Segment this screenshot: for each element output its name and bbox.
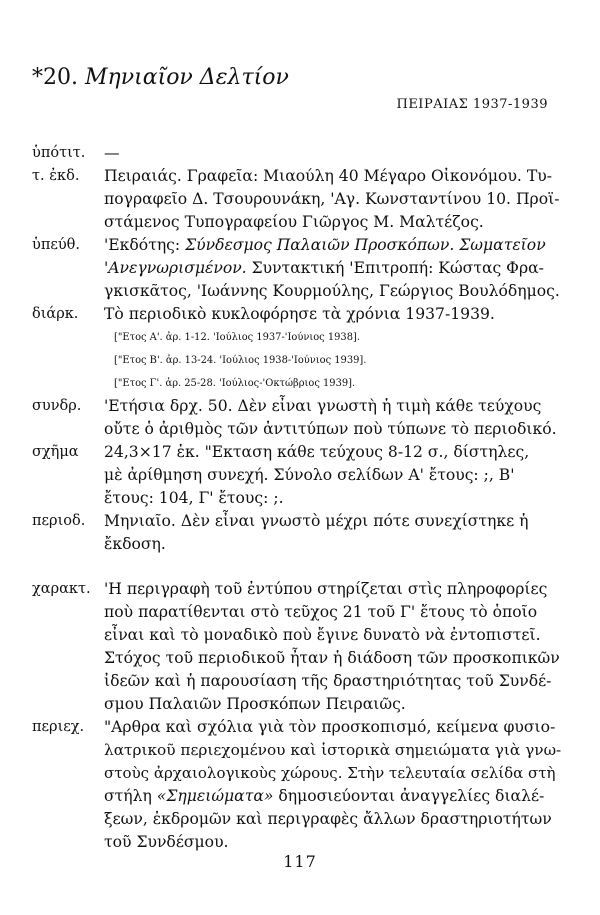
- text-line: ἔτους: 104, Γ' ἔτους: ;.: [104, 489, 284, 507]
- field-label: χαρακτ.: [32, 581, 91, 597]
- text-line: "Αρθρα καὶ σχόλια γιὰ τὸν προσκοπισμό, κείμενα φυσιο-: [104, 718, 556, 736]
- field-responsible: [32, 234, 562, 303]
- field-periodicity: [32, 510, 562, 556]
- year-range-line: ["Ετος Γ'. ἀρ. 25-28. 'Ιούλιος-'Οκτώβριος 1939].: [114, 378, 356, 389]
- field-label: περιεχ.: [32, 719, 85, 735]
- place-and-years: ΠΕΙΡΑΙΑΣ 1937-1939: [396, 97, 548, 112]
- field-format: [32, 441, 562, 510]
- field-label: τ. ἐκδ.: [32, 168, 80, 184]
- field-text: [104, 510, 562, 556]
- field-text: [104, 716, 562, 854]
- field-character: [32, 578, 562, 716]
- field-text: [104, 303, 562, 395]
- year-range-line: ["Ετος Β'. ἀρ. 13-24. 'Ιούλιος 1938-'Ιούνιος 1939].: [114, 355, 367, 366]
- text-line: —: [104, 144, 120, 162]
- text-line: [104, 234, 562, 257]
- text-line: 'Η περιγραφὴ τοῦ ἐντύπου στηρίζεται στὶς πληροφορίες: [104, 580, 548, 598]
- field-duration: [32, 303, 562, 395]
- text-line: 'Ετήσια δρχ. 50. Δὲν εἶναι γνωστὴ ἡ τιμὴ κάθε τεύχους: [104, 397, 542, 415]
- field-label: διάρκ.: [32, 306, 79, 322]
- text-segment: στήλη: [104, 787, 157, 805]
- text-line: σμου Παλαιῶν Προσκόπων Πειραιῶς.: [104, 695, 406, 713]
- field-contents: [32, 716, 562, 854]
- text-line: ἔκδοση.: [104, 535, 166, 553]
- field-publication-place: [32, 165, 562, 234]
- entry-title: [32, 64, 289, 92]
- field-text: [104, 441, 562, 510]
- text-line: [104, 785, 562, 808]
- year-range-line: ["Ετος Α'. ἀρ. 1-12. 'Ιούλιος 1937-'Ιούνιος 1938].: [114, 332, 360, 343]
- periodical-title: Μηνιαῖον Δελτίον: [85, 65, 289, 90]
- page-number: 117: [283, 852, 317, 871]
- field-label: περιοδ.: [32, 513, 86, 529]
- text-line: πογραφεῖο Δ. Τσουρουνάκη, 'Αγ. Κωνσταντίνου 10. Προϊ-: [104, 190, 560, 208]
- field-text: [104, 142, 562, 165]
- field-text: [104, 395, 562, 441]
- text-line: Πειραιάς. Γραφεῖα: Μιαούλη 40 Μέγαρο Οἰκονόμου. Τυ-: [104, 167, 552, 185]
- field-text: [104, 234, 562, 303]
- text-line: Στόχος τοῦ περιοδικοῦ ἦταν ἡ διάδοση τῶν προσκοπικῶν: [104, 649, 560, 667]
- field-text: [104, 165, 562, 234]
- field-label: σχῆμα: [32, 444, 79, 460]
- text-line: στοὺς ἀρχαιολογικοὺς χώρους. Στὴν τελευταία σελίδα στὴ: [104, 764, 556, 782]
- field-label: συνδρ.: [32, 398, 82, 414]
- field-text: [104, 578, 562, 716]
- text-line: εἶναι καὶ τὸ μοναδικὸ ποὺ ἔγινε δυνατὸ νὰ ἐντοπιστεῖ.: [104, 626, 541, 644]
- text-line: ξεων, ἐκδρομῶν καὶ περιγραφὲς ἄλλων δραστηριοτήτων: [104, 810, 552, 828]
- text-line: οὔτε ὁ ἀριθμὸς τῶν ἀντιτύπων ποὺ τύπωνε τὸ περιοδικό.: [104, 420, 557, 438]
- text-line: τοῦ Συνδέσμου.: [104, 833, 229, 851]
- text-line: λατρικοῦ περιεχομένου καὶ ἱστορικὰ σημειώματα γιὰ γνω-: [104, 741, 562, 759]
- italic-segment: Σύνδεσμος Παλαιῶν Προσκόπων. Σωματεῖον: [185, 236, 546, 254]
- italic-segment: 'Ανεγνωρισμένον.: [104, 259, 247, 277]
- italic-segment: «Σημειώματα»: [156, 787, 274, 805]
- text-line: [104, 257, 562, 280]
- entry-number: *20.: [32, 65, 78, 90]
- field-subtitle: [32, 142, 562, 165]
- text-segment: Συντακτική 'Επιτροπή: Κώστας Φρα-: [246, 259, 544, 277]
- text-line: μὲ ἀρίθμηση συνεχή. Σύνολο σελίδων Α' ἔτους: ;, Β': [104, 466, 515, 484]
- text-segment: δημοσιεύονται ἀναγγελίες διαλέ-: [273, 787, 545, 805]
- field-subscription: [32, 395, 562, 441]
- catalog-entry-fields: [32, 142, 562, 854]
- text-line: γκισκᾶτος, 'Ιωάννης Κουρμούλης, Γεώργιος Βουλόδημος.: [104, 282, 560, 300]
- text-line: 24,3×17 ἑκ. "Εκταση κάθε τεύχους 8-12 σ., δίστηλες,: [104, 443, 530, 461]
- field-label: ὑπεύθ.: [32, 237, 81, 253]
- text-segment: 'Εκδότης:: [104, 236, 186, 254]
- text-line: Τὸ περιοδικὸ κυκλοφόρησε τὰ χρόνια 1937-1939.: [104, 305, 495, 323]
- text-line: Μηνιαῖο. Δὲν εἶναι γνωστὸ μέχρι πότε συνεχίστηκε ἡ: [104, 512, 529, 530]
- text-line: ποὺ παρατίθενται στὸ τεῦχος 21 τοῦ Γ' ἔτους τὸ ὁποῖο: [104, 603, 538, 621]
- field-label: ὑπότιτ.: [32, 145, 86, 161]
- text-line: στάμενος Τυπογραφείου Γιῶργος Μ. Μαλτέζος.: [104, 213, 484, 231]
- text-line: ἰδεῶν καὶ ἡ παρουσίαση τῆς δραστηριότητας τοῦ Συνδέ-: [104, 672, 552, 690]
